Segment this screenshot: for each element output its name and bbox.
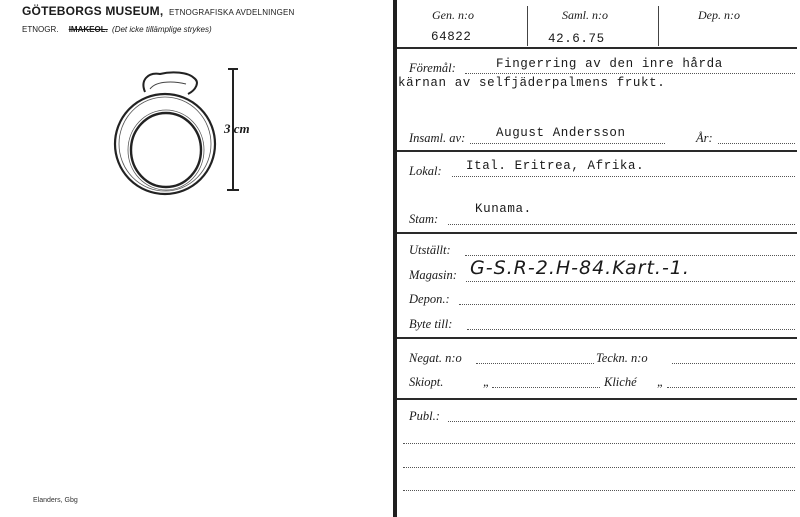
depon-line — [459, 304, 795, 305]
stam-label: Stam: — [409, 212, 439, 226]
foremal-value-1: Fingerring av den inre hårda — [496, 57, 723, 71]
skiopt-label: Skiopt. — [409, 375, 444, 389]
header-divider — [658, 6, 659, 46]
skiopt-line — [492, 387, 600, 388]
dep-label: Dep. n:o — [698, 8, 740, 22]
saml-label: Saml. n:o — [562, 8, 608, 22]
lokal-line — [452, 176, 795, 177]
section-rule — [397, 232, 797, 234]
depon-label: Depon.: — [409, 292, 450, 306]
magasin-value: G-S.R-2.H-84.Kart.-1. — [470, 257, 690, 279]
gen-label: Gen. n:o — [432, 8, 474, 22]
teckn-line — [672, 363, 795, 364]
gen-value: 64822 — [431, 30, 472, 44]
section-rule — [397, 150, 797, 152]
strike-note: (Det icke tillämplige strykes) — [112, 25, 212, 34]
insaml-label: Insaml. av: — [409, 131, 466, 145]
utstallt-label: Utställt: — [409, 243, 451, 257]
publ-line — [403, 467, 795, 468]
negat-label: Negat. n:o — [409, 351, 462, 365]
lokal-value: Ital. Eritrea, Afrika. — [466, 159, 645, 173]
saml-value: 42.6.75 — [548, 32, 605, 46]
stam-value: Kunama. — [475, 202, 532, 216]
magasin-label: Magasin: — [409, 268, 457, 282]
printer-imprint: Elanders, Gbg — [33, 497, 78, 504]
teckn-label: Teckn. n:o — [596, 351, 648, 365]
publ-label: Publ.: — [409, 409, 440, 423]
utstallt-line — [465, 255, 795, 256]
foremal-line — [465, 73, 795, 74]
insaml-line — [470, 143, 665, 144]
skiopt-ditto: „ — [483, 375, 490, 389]
museum-name: GÖTEBORGS MUSEUM, — [22, 4, 164, 18]
publ-line — [403, 443, 795, 444]
publ-line — [448, 421, 795, 422]
byte-line — [467, 329, 795, 330]
kliche-ditto: „ — [657, 375, 664, 389]
foremal-label: Föremål: — [409, 61, 456, 75]
struck-category: IMAKEOL. — [68, 25, 108, 34]
negat-line — [476, 363, 594, 364]
section-rule — [397, 398, 797, 400]
lokal-label: Lokal: — [409, 164, 442, 178]
insaml-value: August Andersson — [496, 126, 626, 140]
ar-label: År: — [696, 131, 713, 145]
publ-line — [403, 490, 795, 491]
card-spine — [393, 0, 397, 517]
section-rule — [397, 337, 797, 339]
magasin-line — [466, 281, 795, 282]
ar-line — [718, 143, 795, 144]
header-divider — [527, 6, 528, 46]
foremal-value-2: kärnan av selfjäderpalmens frukt. — [398, 76, 666, 90]
department-name: ETNOGRAFISKA AVDELNINGEN — [168, 8, 295, 17]
kliche-label: Kliché — [604, 375, 637, 389]
measure-label: 3 cm — [224, 121, 250, 136]
byte-label: Byte till: — [409, 317, 453, 331]
stam-line — [448, 224, 795, 225]
header-rule — [397, 47, 797, 49]
etnogr-label: ETNOGR. — [22, 25, 59, 34]
kliche-line — [667, 387, 795, 388]
museum-header — [22, 4, 295, 18]
category-line — [22, 25, 212, 34]
